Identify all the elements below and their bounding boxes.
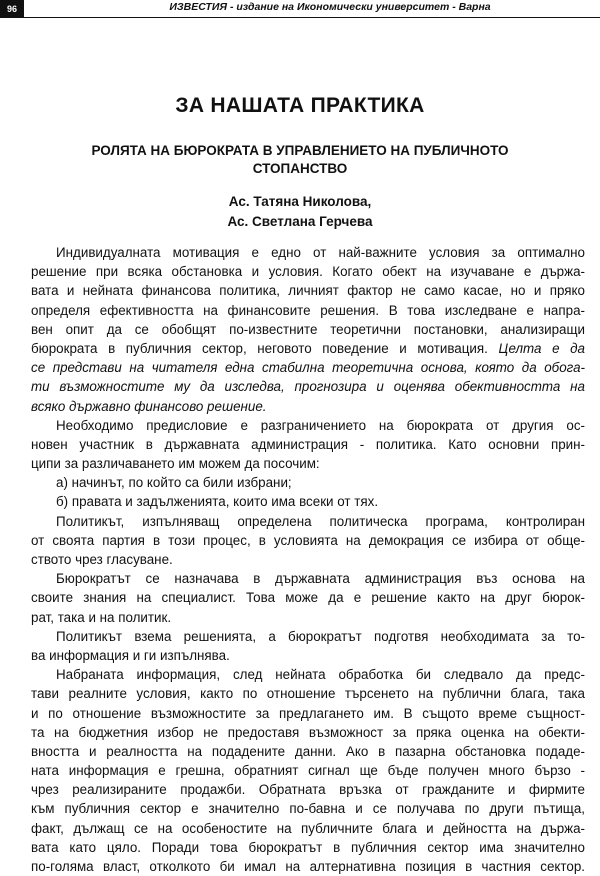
article-body [31, 243, 585, 876]
body-line: вата и нейната финансова политика, личният фактор не само касае, но и пряко [31, 283, 585, 299]
body-line-italic: всяко държавно финансово решение. [31, 398, 267, 414]
body-line: тави реалните условия, както по отношение търсенето на публични блага, така [31, 686, 585, 702]
body-line: рат, така и на политик. [31, 609, 172, 625]
body-line: Набраната информация, след нейната обработка би следвало да предс- [56, 667, 585, 683]
author-1: Ас. Татяна Николова, [228, 194, 372, 209]
page-number: 96 [0, 0, 24, 18]
body-line: вата като цяло. Поради това бюрократът в публичния сектор има значително [31, 839, 585, 855]
body-line: ството чрез гласуване. [31, 552, 173, 567]
body-line: Политикът, изпълняващ определена политическа програма, контролиран [56, 513, 585, 529]
body-line: Политикът взема решенията, а бюрократът подготвя необходимата за то- [56, 628, 585, 644]
body-line: новен участник в държавната администрация - политика. Като основни прин- [31, 436, 585, 452]
body-line-italic: се представи на читателя една стабилна теоретична основа, която да обога- [31, 360, 585, 376]
body-line: вен опит да се обобщят по-известните теоретични постановки, анализиращи [31, 321, 585, 337]
body-line-italic-part: Целта е да [498, 340, 585, 356]
body-line-part: бюрократа в публичния сектор, неговото поведение и мотивация. [31, 340, 499, 356]
body-line: Бюрократът се назначава в държавната администрация въз основа на [56, 571, 585, 587]
author-2: Ас. Светлана Герчева [227, 214, 373, 229]
article-title-line-1: РОЛЯТА НА БЮРОКРАТА В УПРАВЛЕНИЕТО НА ПУБЛИЧНОТО [91, 143, 509, 158]
body-line: факт, дължащ се на особеностите на публичните блага и дейността на държа- [31, 820, 585, 836]
body-line: Индивидуалната мотивация е едно от най-важните условия за оптимално [56, 245, 585, 260]
list-item: б) правата и задълженията, които има всеки от тях. [56, 494, 379, 510]
running-head: ИЗВЕСТИЯ - издание на Икономически университет - Варна [169, 1, 491, 13]
body-line: от своята партия в този процес, в условията на демокрация се избира от обще- [31, 532, 585, 548]
body-line: и по отношение възможностите за предлагането им. В същото време същност- [31, 705, 585, 721]
article-title [30, 142, 570, 178]
body-line: определя ефективността на финансовите решения. В това изследване е напра- [31, 302, 585, 318]
body-line: Необходимо предисловие е разграничението на бюрократа от другия ос- [56, 417, 585, 433]
body-line: ната информация е грешна, обратният сигнал ще бъде получен много бързо - [31, 763, 585, 779]
article-title-line-2: СТОПАНСТВО [252, 161, 348, 176]
authors [0, 192, 600, 232]
body-line: по-голяма власт, отколкото би имал на алтернативна позиция в частния сектор. [31, 859, 585, 874]
header-rule [24, 17, 600, 18]
body-line: та на бюджетния избор не предоставя възможност за пряка оценка на обекти- [31, 724, 585, 740]
body-line: ципи за различаването им можем да посочим: [31, 456, 320, 472]
body-line-italic: ти възможностите му да изследва, прогнозира и оценява обективността на [31, 379, 585, 395]
body-line: вността и реалността на подадените данни. Ако в пазарна обстановка подаде- [31, 743, 585, 759]
list-item: а) начинът, по който са били избрани; [56, 475, 292, 491]
body-line: решение при всяка обстановка и условия. Когато обект на изучаване е държа- [31, 264, 585, 280]
body-line: своите знания на специалист. Това може да е решение както на друг бюрок- [31, 590, 585, 606]
body-line: чрез реализираните продажби. Обратната връзка от гражданите и фирмите [31, 782, 585, 798]
section-title: ЗА НАШАТА ПРАКТИКА [175, 94, 425, 117]
body-line: към публичния сектор е значително по-бавна и се получава по други пътища, [31, 801, 585, 817]
body-line: ва информация и ги изпълнява. [31, 647, 230, 663]
page-header [0, 0, 600, 18]
body-line [31, 339, 585, 358]
